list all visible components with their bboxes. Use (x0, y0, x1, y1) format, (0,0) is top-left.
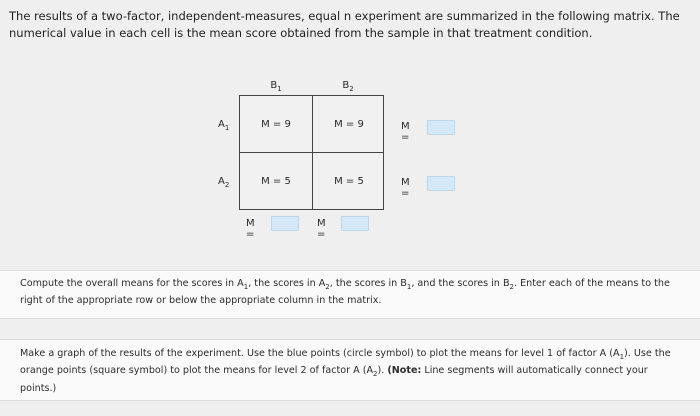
col-mean-label-b1: M = (246, 218, 255, 240)
graph-instructions: Make a graph of the results of the experiment. Use the blue points (circle symbol) to plot the means for level 1 of factor A $(A_1)$. Use the orange points (square symbol) to plot the means for level 2 of factor A $(A_2)$. (Note: Line segments will automatically connect your points.) (0, 339, 700, 401)
col-mean-input-b1[interactable] (271, 216, 299, 231)
row-mean-label-a1: M = (401, 121, 410, 143)
col-mean-label-b2: M = (317, 218, 326, 240)
grid-divider-horizontal (240, 152, 383, 153)
row-header-a2: $A_2$ (218, 176, 230, 189)
cell-a2-b1: M = 5 (261, 176, 291, 187)
cell-a1-b2: M = 9 (334, 119, 364, 130)
note-label: (Note: (387, 365, 422, 377)
col-header-b1: $B_1$ (270, 80, 282, 93)
intro-text: The results of a two-factor, independent-measures, equal n experiment are summarized in the following matrix. The numerical value in each cell is the mean score obtained from the sample in that treatment condition. (9, 9, 680, 40)
col-mean-input-b2[interactable] (341, 216, 369, 231)
cell-a1-b1: M = 9 (261, 119, 291, 130)
compute-instructions: Compute the overall means for the scores in $A_1$, the scores in $A_2$, the scores in $B_1$, and the scores in $B_2$. Enter each of the means to the right of the appropriate row or below the appropriate column in the matrix. (0, 270, 700, 319)
row-mean-label-a2: M = (401, 177, 410, 199)
row-header-a1: $A_1$ (218, 119, 230, 132)
row-mean-input-a2[interactable] (427, 176, 455, 191)
matrix-grid (239, 95, 384, 210)
cell-a2-b2: M = 5 (334, 176, 364, 187)
row-mean-input-a1[interactable] (427, 120, 455, 135)
col-header-b2: $B_2$ (342, 80, 354, 93)
